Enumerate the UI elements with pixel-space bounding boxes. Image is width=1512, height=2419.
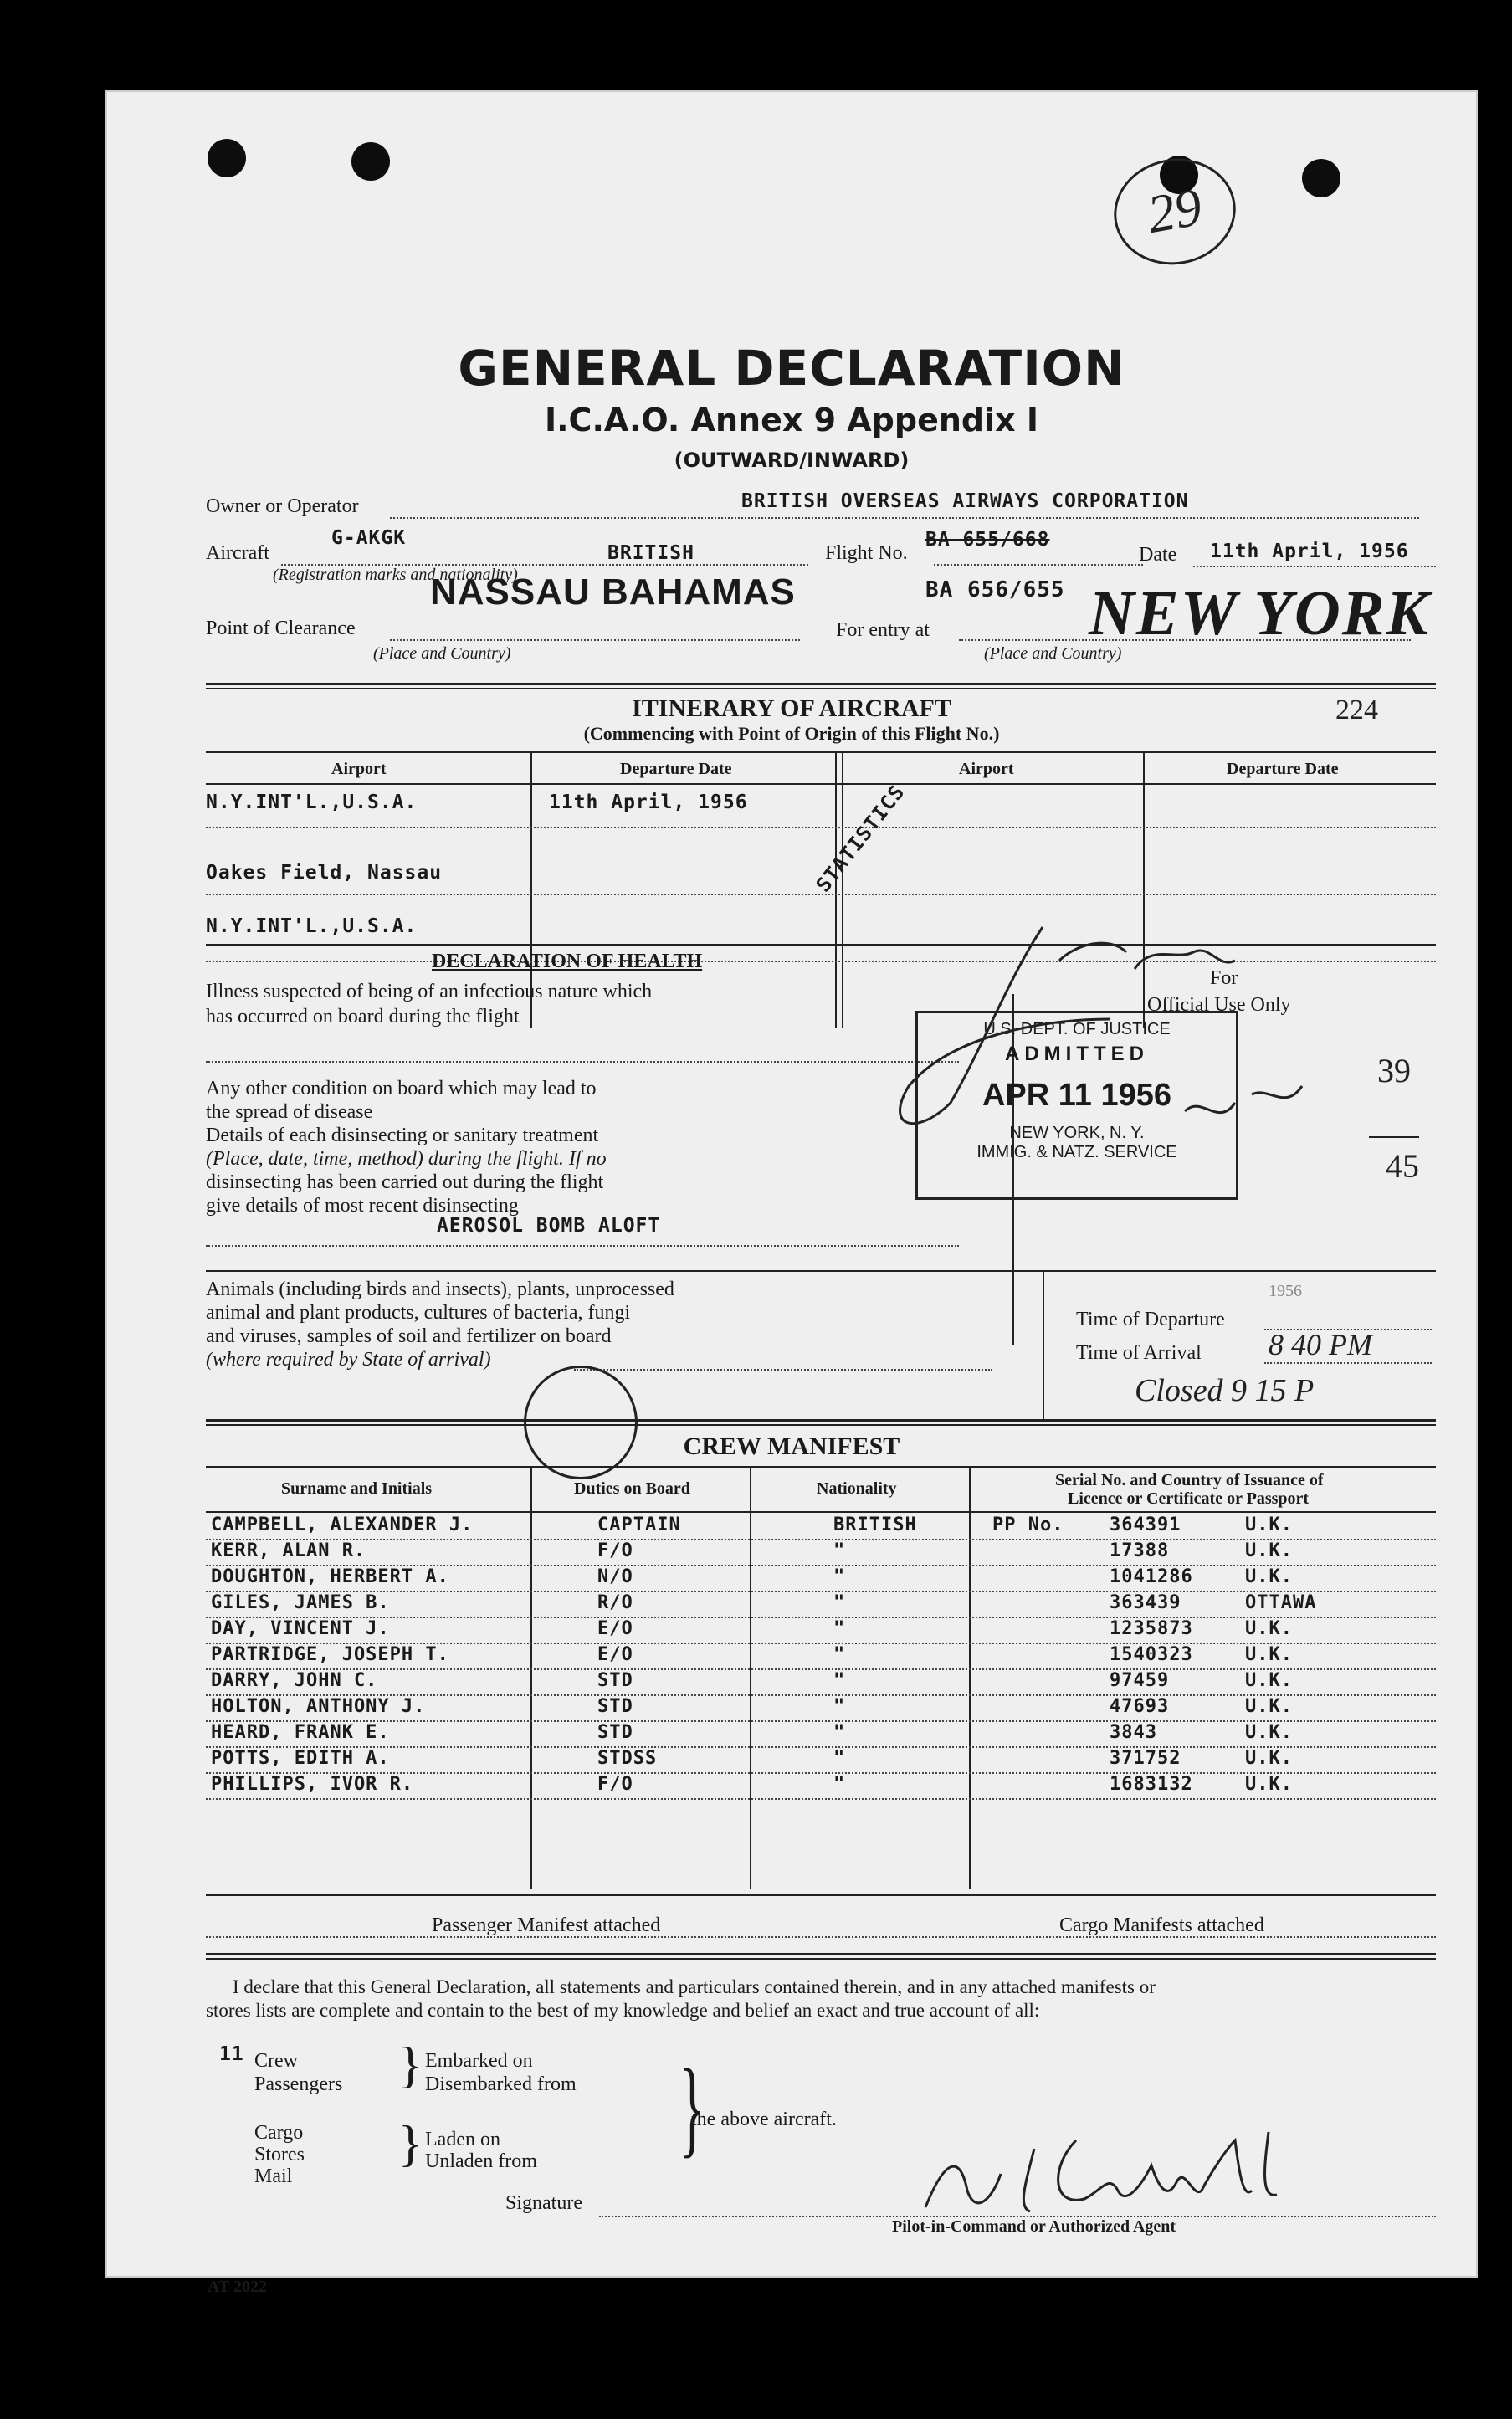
details-line-4: give details of most recent disinsecting bbox=[206, 1195, 519, 1217]
form-title: GENERAL DECLARATION bbox=[458, 340, 1125, 397]
arrival-line bbox=[1264, 1362, 1432, 1364]
illness-line-2: has occurred on board during the flight bbox=[206, 1006, 520, 1028]
crew-serial: 47693 bbox=[1110, 1696, 1170, 1717]
form-direction: (OUTWARD/INWARD) bbox=[674, 448, 910, 472]
unladen-word: Unladen from bbox=[425, 2150, 537, 2172]
crew-nationality: " bbox=[833, 1748, 846, 1769]
col-departure-2: Departure Date bbox=[1227, 760, 1339, 778]
rule bbox=[206, 688, 1436, 689]
crew-row bbox=[105, 1774, 1478, 1799]
clearance-line bbox=[390, 639, 800, 641]
crew-nationality: " bbox=[833, 1566, 846, 1587]
entry-sublabel: (Place and Country) bbox=[984, 644, 1122, 663]
rule bbox=[206, 751, 1436, 753]
punch-hole-1 bbox=[208, 139, 246, 177]
date-line bbox=[1193, 566, 1436, 567]
aircraft-registration: G-AKGK bbox=[331, 527, 407, 549]
crew-name: CAMPBELL, ALEXANDER J. bbox=[211, 1514, 474, 1535]
declaration-line-2: stores lists are complete and contain to the best of my knowledge and belief an exact and true account of all: bbox=[206, 2000, 1040, 2021]
crew-col-serial-2: Licence or Certificate or Passport bbox=[1068, 1489, 1310, 1508]
crew-name: POTTS, EDITH A. bbox=[211, 1748, 390, 1769]
date-value: 11th April, 1956 bbox=[1210, 541, 1409, 562]
entry-value: NEW YORK bbox=[1089, 578, 1431, 648]
form-number: AT 2022 bbox=[208, 2278, 267, 2296]
inspector-signature bbox=[859, 910, 1327, 1161]
hand-note-2: 45 bbox=[1386, 1147, 1419, 1185]
crew-row bbox=[105, 1514, 1478, 1540]
crew-name: HEARD, FRANK E. bbox=[211, 1722, 390, 1743]
disembarked-word: Disembarked from bbox=[425, 2073, 577, 2095]
crew-nationality: " bbox=[833, 1670, 846, 1691]
crew-country: U.K. bbox=[1245, 1670, 1293, 1691]
crew-country: U.K. bbox=[1245, 1540, 1293, 1561]
clearance-label: Point of Clearance bbox=[206, 618, 356, 639]
crew-duty: CAPTAIN bbox=[597, 1514, 681, 1535]
col-airport-2: Airport bbox=[959, 760, 1014, 778]
rule bbox=[206, 683, 1436, 685]
stamp-dept: U.S. DEPT. OF JUSTICE bbox=[983, 1020, 1171, 1038]
flight-number-new: BA 656/655 bbox=[925, 577, 1065, 602]
health-title: DECLARATION OF HEALTH bbox=[432, 951, 703, 972]
itinerary-row-3-airport: N.Y.INT'L.,U.S.A. bbox=[206, 915, 418, 937]
rule bbox=[206, 783, 1436, 785]
brace-1: } bbox=[398, 2037, 423, 2093]
crew-serial: 364391 bbox=[1110, 1514, 1181, 1535]
crew-col-serial-1: Serial No. and Country of Issuance of bbox=[1055, 1471, 1324, 1489]
flight-label: Flight No. bbox=[825, 542, 908, 564]
animals-line-3: and viruses, samples of soil and fertilizer on board bbox=[206, 1325, 612, 1347]
crew-country: U.K. bbox=[1245, 1774, 1293, 1795]
crew-country: U.K. bbox=[1245, 1618, 1293, 1639]
other-line-2: the spread of disease bbox=[206, 1101, 373, 1123]
closed-note: Closed 9 15 P bbox=[1135, 1373, 1315, 1408]
aircraft-sublabel: (Registration marks and nationality) bbox=[273, 566, 518, 584]
row-line bbox=[206, 894, 1436, 895]
details-line bbox=[206, 1245, 959, 1247]
pilot-signature bbox=[909, 2115, 1344, 2232]
rule bbox=[206, 1511, 1436, 1513]
stamp-service: IMMIG. & NATZ. SERVICE bbox=[976, 1143, 1177, 1161]
crew-row bbox=[105, 1670, 1478, 1695]
rule bbox=[206, 1894, 1436, 1896]
crew-serial: 1041286 bbox=[1110, 1566, 1193, 1587]
crew-serial: 1683132 bbox=[1110, 1774, 1193, 1795]
embarked-word: Embarked on bbox=[425, 2050, 533, 2072]
entry-label: For entry at bbox=[836, 619, 930, 641]
crew-country: U.K. bbox=[1245, 1514, 1293, 1535]
itinerary-row-1-airport: N.Y.INT'L.,U.S.A. bbox=[206, 792, 418, 813]
itinerary-row-1-date: 11th April, 1956 bbox=[549, 792, 748, 813]
rule bbox=[206, 1270, 1436, 1272]
stores-word: Stores bbox=[254, 2144, 305, 2165]
crew-row-line bbox=[206, 1798, 1436, 1800]
official-label-2: Official Use Only bbox=[1147, 994, 1291, 1016]
crew-col-name: Surname and Initials bbox=[281, 1479, 433, 1498]
departure-label: Time of Departure bbox=[1076, 1309, 1225, 1330]
crew-country: U.K. bbox=[1245, 1748, 1293, 1769]
crew-duty: F/O bbox=[597, 1540, 633, 1561]
crew-country: U.K. bbox=[1245, 1644, 1293, 1665]
crew-name: DARRY, JOHN C. bbox=[211, 1670, 378, 1691]
laden-word: Laden on bbox=[425, 2129, 500, 2150]
time-divider bbox=[1043, 1270, 1044, 1421]
crew-count: 11 bbox=[219, 2043, 244, 2065]
rule bbox=[206, 1424, 1436, 1426]
crew-row bbox=[105, 1722, 1478, 1747]
animals-line-2: animal and plant products, cultures of bacteria, fungi bbox=[206, 1302, 631, 1324]
passengers-word: Passengers bbox=[254, 2073, 343, 2095]
animals-line bbox=[574, 1369, 992, 1371]
stamp-date: APR 11 1956 bbox=[982, 1078, 1172, 1113]
crew-serial: 3843 bbox=[1110, 1722, 1157, 1743]
crew-serial: 17388 bbox=[1110, 1540, 1170, 1561]
crew-nationality: " bbox=[833, 1540, 846, 1561]
stamp-city: NEW YORK, N. Y. bbox=[1009, 1124, 1145, 1142]
crew-name: DOUGHTON, HERBERT A. bbox=[211, 1566, 449, 1587]
animals-line-4: (where required by State of arrival) bbox=[206, 1349, 491, 1371]
crew-row bbox=[105, 1748, 1478, 1773]
crew-duty: STD bbox=[597, 1670, 633, 1691]
crew-country: U.K. bbox=[1245, 1566, 1293, 1587]
itinerary-hand-number: 224 bbox=[1335, 694, 1378, 725]
crew-duty: E/O bbox=[597, 1644, 633, 1665]
declaration-form bbox=[105, 90, 1478, 2296]
crew-row bbox=[105, 1540, 1478, 1566]
statistics-stamp: STATISTICS bbox=[811, 780, 910, 897]
row-line bbox=[206, 827, 1436, 828]
crew-nationality: " bbox=[833, 1696, 846, 1717]
circled-page-number: 29 bbox=[1105, 149, 1244, 274]
crew-duty: N/O bbox=[597, 1566, 633, 1587]
rule bbox=[206, 1953, 1436, 1955]
itinerary-title: ITINERARY OF AIRCRAFT bbox=[632, 694, 951, 722]
crew-row bbox=[105, 1618, 1478, 1643]
pilot-label: Pilot-in-Command or Authorized Agent bbox=[892, 2217, 1176, 2236]
crew-serial: 97459 bbox=[1110, 1670, 1170, 1691]
crew-country: OTTAWA bbox=[1245, 1592, 1317, 1613]
crew-nationality: " bbox=[833, 1592, 846, 1613]
crew-duty: STD bbox=[597, 1696, 633, 1717]
itinerary-row-2-airport: Oakes Field, Nassau bbox=[206, 862, 443, 884]
crew-circle-mark bbox=[524, 1366, 638, 1479]
crew-row bbox=[105, 1644, 1478, 1669]
hand-note-1: 39 bbox=[1377, 1052, 1411, 1089]
above-aircraft: the above aircraft. bbox=[691, 2109, 837, 2130]
crew-name: PARTRIDGE, JOSEPH T. bbox=[211, 1644, 449, 1665]
crew-serial: 363439 bbox=[1110, 1592, 1181, 1613]
clearance-sublabel: (Place and Country) bbox=[373, 644, 511, 663]
crew-nationality: BRITISH bbox=[833, 1514, 917, 1535]
crew-country: U.K. bbox=[1245, 1696, 1293, 1717]
crew-serial: 371752 bbox=[1110, 1748, 1181, 1769]
crew-name: DAY, VINCENT J. bbox=[211, 1618, 390, 1639]
crew-duty: E/O bbox=[597, 1618, 633, 1639]
crew-title: CREW MANIFEST bbox=[683, 1432, 900, 1460]
mail-word: Mail bbox=[254, 2165, 293, 2187]
col-departure: Departure Date bbox=[620, 760, 732, 778]
col-airport: Airport bbox=[331, 760, 387, 778]
form-subtitle: I.C.A.O. Annex 9 Appendix I bbox=[544, 402, 1039, 438]
signature-label: Signature bbox=[505, 2192, 582, 2214]
crew-duty: F/O bbox=[597, 1774, 633, 1795]
crew-duty: STDSS bbox=[597, 1748, 658, 1769]
animals-line-1: Animals (including birds and insects), plants, unprocessed bbox=[206, 1279, 674, 1300]
crew-nationality: " bbox=[833, 1722, 846, 1743]
crew-table bbox=[105, 1514, 1478, 1883]
details-line-3: disinsecting has been carried out during the flight bbox=[206, 1171, 604, 1193]
aircraft-nationality: BRITISH bbox=[607, 542, 694, 564]
passenger-manifest: Passenger Manifest attached bbox=[432, 1914, 661, 1936]
operator-line bbox=[390, 517, 1419, 519]
crew-name: GILES, JAMES B. bbox=[211, 1592, 390, 1613]
arrival-label: Time of Arrival bbox=[1076, 1342, 1202, 1364]
crew-word: Crew bbox=[254, 2050, 298, 2072]
crew-country: U.K. bbox=[1245, 1722, 1293, 1743]
date-label: Date bbox=[1139, 544, 1177, 566]
rule bbox=[206, 1958, 1436, 1960]
col-divider bbox=[842, 751, 843, 1028]
crew-row bbox=[105, 1592, 1478, 1617]
clearance-value: NASSAU BAHAMAS bbox=[430, 571, 796, 612]
crew-name: HOLTON, ANTHONY J. bbox=[211, 1696, 426, 1717]
crew-duty: STD bbox=[597, 1722, 633, 1743]
crew-row bbox=[105, 1696, 1478, 1721]
stamp-admitted: ADMITTED bbox=[1005, 1043, 1149, 1065]
crew-serial: 1235873 bbox=[1110, 1618, 1193, 1639]
itinerary-subtitle: (Commencing with Point of Origin of this Flight No.) bbox=[583, 723, 1000, 744]
cargo-manifest: Cargo Manifests attached bbox=[1059, 1914, 1264, 1936]
flight-number-struck: BA 655/668 bbox=[925, 529, 1050, 551]
rule bbox=[206, 1466, 1436, 1468]
rule bbox=[206, 1419, 1436, 1422]
brace-3: } bbox=[679, 2047, 705, 2168]
declaration-line-1: I declare that this General Declaration, all statements and particulars contained therein, and in any attached manifests or bbox=[233, 1976, 1156, 1997]
details-line-1: Details of each disinsecting or sanitary treatment bbox=[206, 1125, 599, 1146]
crew-nationality: " bbox=[833, 1774, 846, 1795]
brace-2: } bbox=[398, 2116, 423, 2171]
crew-row bbox=[105, 1566, 1478, 1591]
hand-rule bbox=[1369, 1136, 1419, 1138]
crew-name: KERR, ALAN R. bbox=[211, 1540, 366, 1561]
cargo-word: Cargo bbox=[254, 2122, 304, 2144]
flight-line bbox=[934, 564, 1143, 566]
punch-hole-4 bbox=[1302, 159, 1340, 197]
crew-nationality: " bbox=[833, 1644, 846, 1665]
aircraft-label: Aircraft bbox=[206, 542, 269, 564]
crew-name: PHILLIPS, IVOR R. bbox=[211, 1774, 414, 1795]
crew-pp-label: PP No. bbox=[992, 1514, 1064, 1535]
illness-line-1: Illness suspected of being of an infectious nature which bbox=[206, 981, 653, 1002]
disinsect-value: AEROSOL BOMB ALOFT bbox=[437, 1215, 661, 1237]
departure-year: 1956 bbox=[1269, 1282, 1302, 1300]
details-line-2: (Place, date, time, method) during the flight. If no bbox=[206, 1148, 607, 1170]
operator-label: Owner or Operator bbox=[206, 495, 359, 517]
crew-col-duties: Duties on Board bbox=[574, 1479, 690, 1498]
arrival-value: 8 40 PM bbox=[1269, 1328, 1372, 1361]
crew-nationality: " bbox=[833, 1618, 846, 1639]
crew-col-nationality: Nationality bbox=[817, 1479, 897, 1498]
illness-line bbox=[206, 1061, 959, 1063]
punch-hole-2 bbox=[351, 142, 390, 181]
crew-serial: 1540323 bbox=[1110, 1644, 1193, 1665]
other-line-1: Any other condition on board which may lead to bbox=[206, 1078, 597, 1099]
official-label-1: For bbox=[1210, 967, 1238, 989]
crew-duty: R/O bbox=[597, 1592, 633, 1613]
operator-value: BRITISH OVERSEAS AIRWAYS CORPORATION bbox=[741, 490, 1189, 512]
